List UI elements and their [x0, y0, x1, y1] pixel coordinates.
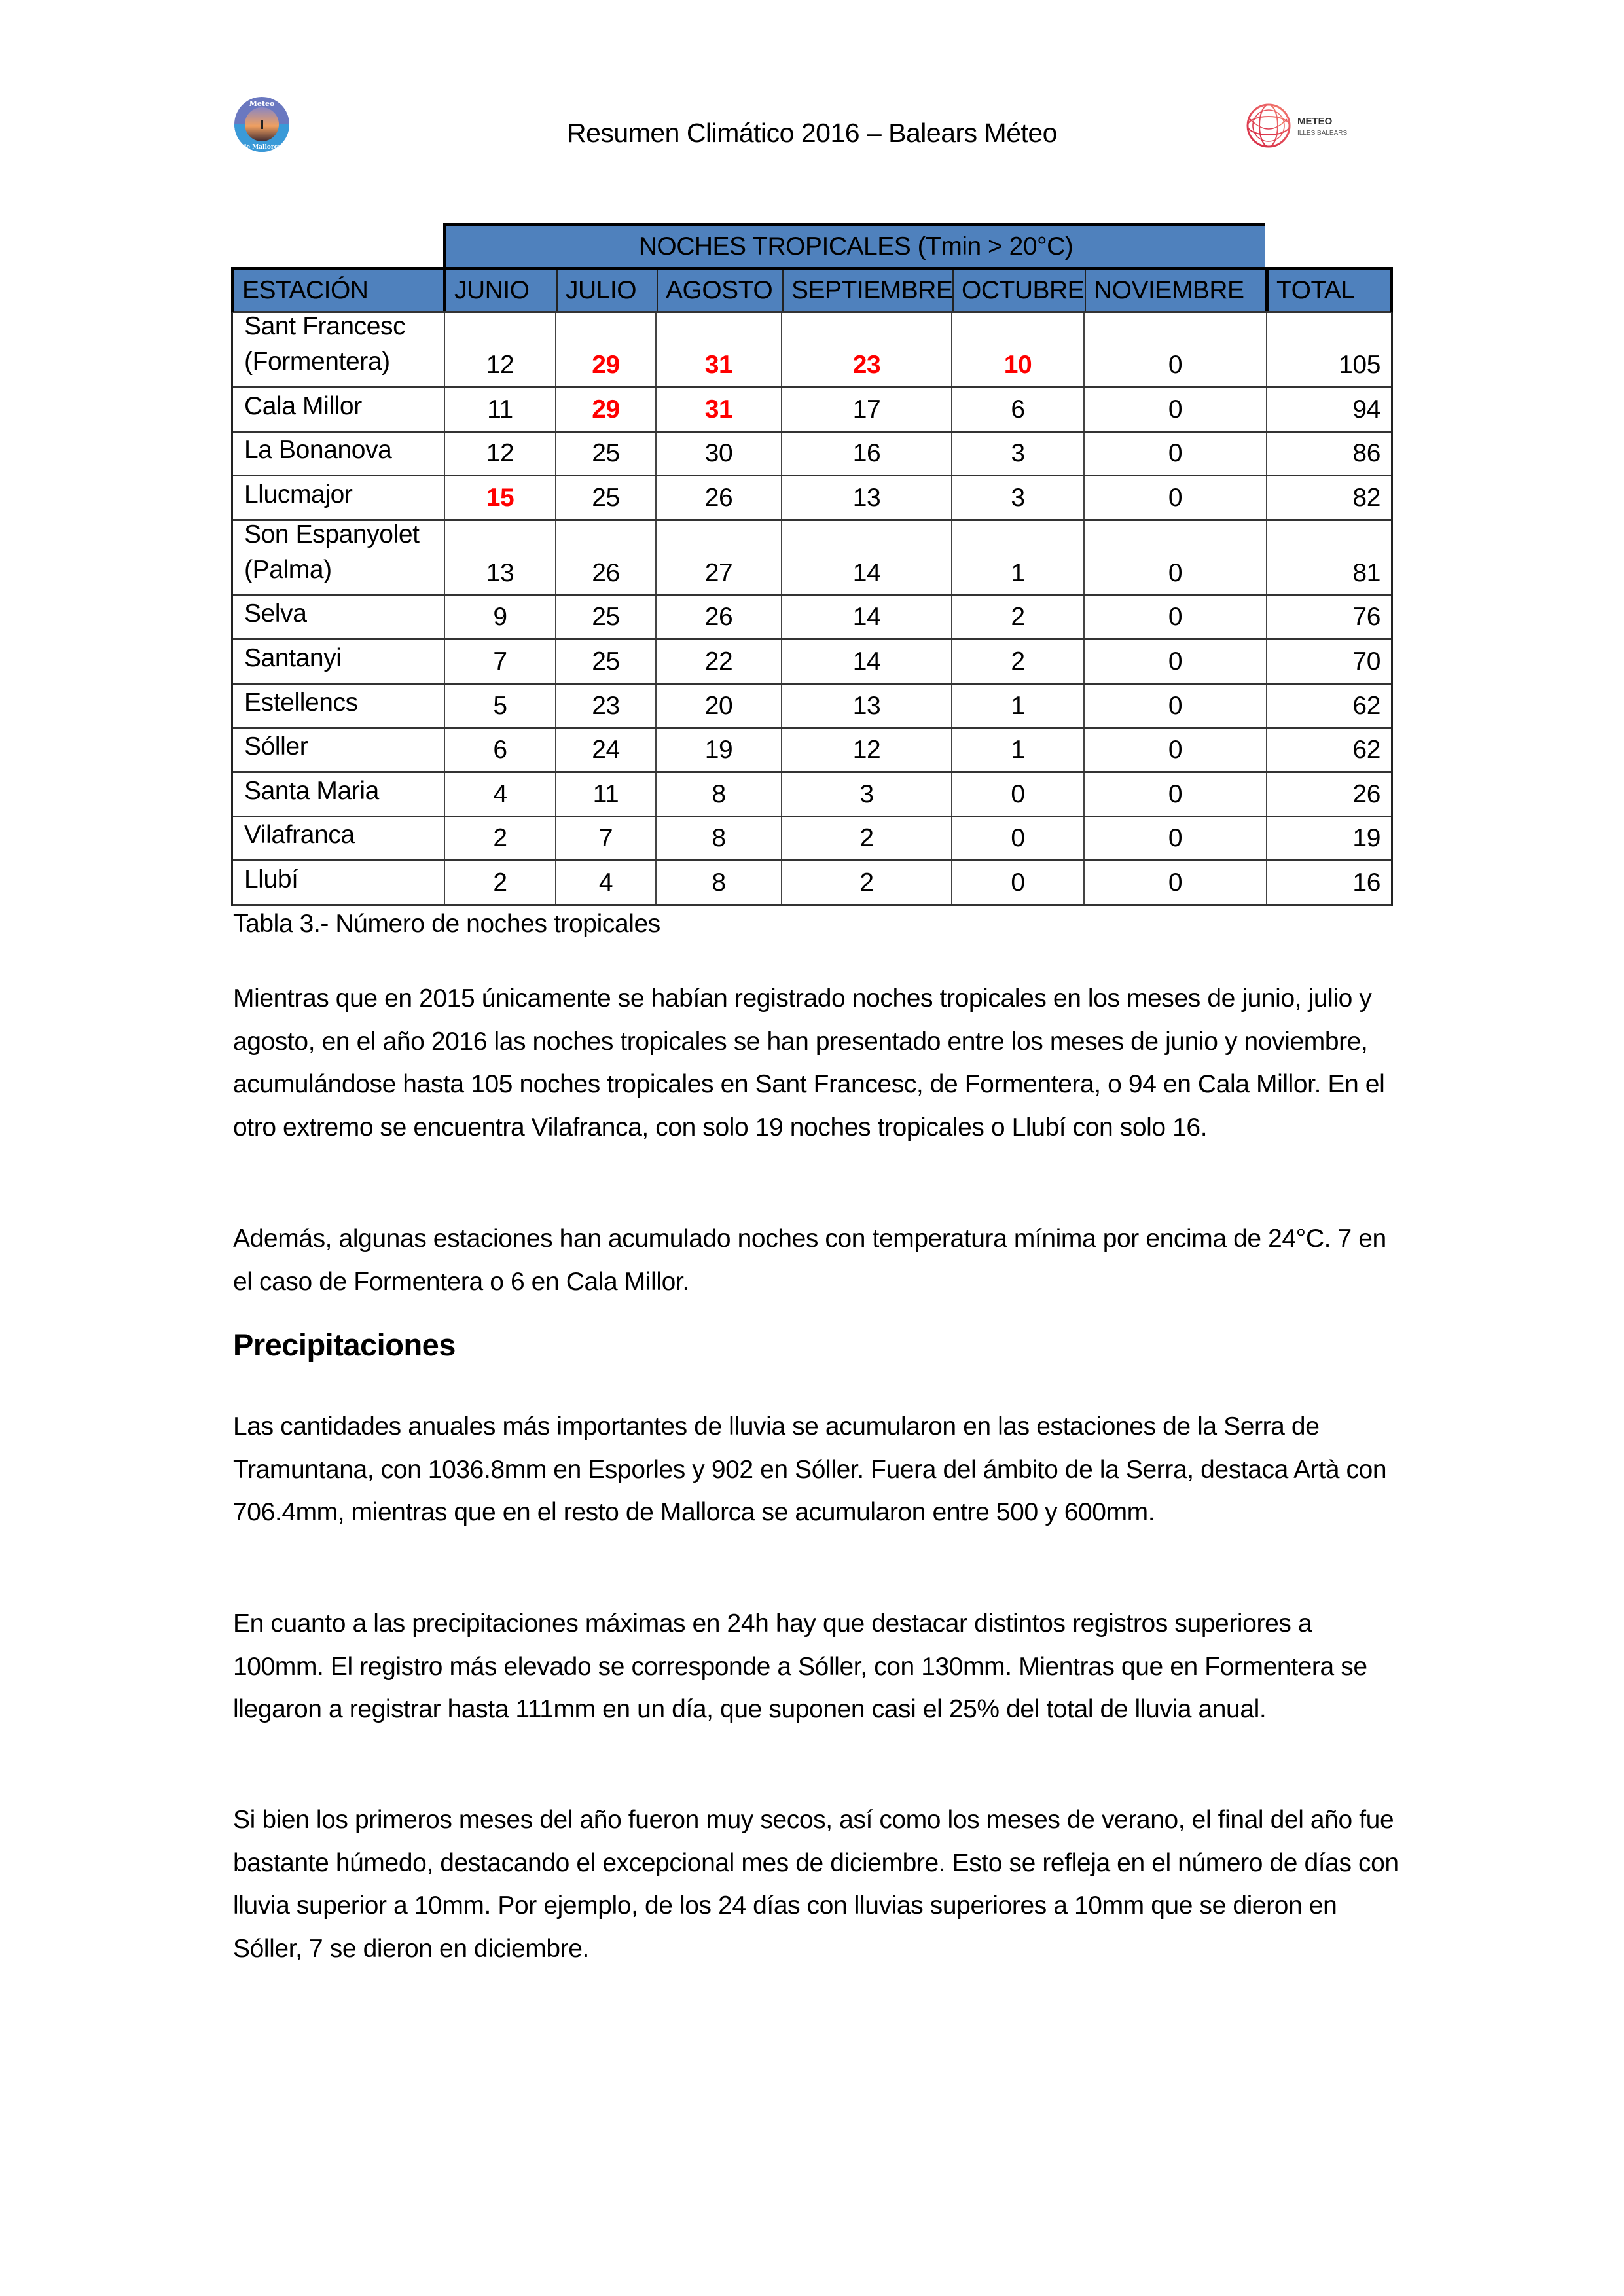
paragraph-nights-above-24: Además, algunas estaciones han acumulado noches con temperatura mínima por encima de 24°C. 7 en el caso de Formentera o 6 en Cala Millor. — [233, 1225, 1386, 1296]
value-cell-october: 2 — [952, 596, 1085, 639]
table-row — [233, 773, 1391, 817]
value-cell-october: 1 — [952, 729, 1085, 772]
value-cell-july: 25 — [556, 640, 657, 683]
value-cell-june: 7 — [445, 640, 556, 683]
station-name-cell — [233, 640, 445, 683]
table-row — [233, 521, 1391, 596]
value-cell-total: 16 — [1352, 868, 1380, 897]
station-name: (Palma) — [244, 555, 332, 584]
column-header-september: SEPTIEMBRE — [784, 270, 954, 311]
column-header-july: JULIO — [558, 270, 658, 311]
value-cell-november: 0 — [1085, 817, 1267, 860]
value-cell-october: 1 — [952, 521, 1085, 594]
table-row — [233, 640, 1391, 685]
table-header-row — [231, 267, 1393, 313]
station-name-cell — [233, 313, 445, 386]
table-row — [233, 729, 1391, 774]
logo-left-text-top: Meteo — [249, 99, 275, 108]
station-name: Cala Millor — [244, 391, 362, 420]
value-cell-november: 0 — [1085, 388, 1267, 431]
value-cell-august: 22 — [657, 640, 782, 683]
value-cell-total: 26 — [1352, 780, 1380, 808]
station-name-cell — [233, 861, 445, 904]
value-cell-july: 7 — [556, 817, 657, 860]
column-header-total: TOTAL — [1276, 276, 1355, 304]
station-name-cell — [233, 773, 445, 816]
value-cell-november: 0 — [1085, 433, 1267, 475]
value-cell-september: 13 — [782, 476, 952, 519]
table-row — [233, 313, 1391, 388]
value-cell-november: 0 — [1085, 729, 1267, 772]
station-name: Santa Maria — [244, 776, 379, 805]
value-cell-october: 10 — [952, 313, 1085, 386]
value-cell-june: 6 — [445, 729, 556, 772]
value-cell-september: 16 — [782, 433, 952, 475]
station-name-cell — [233, 433, 445, 475]
value-cell-august: 31 — [657, 388, 782, 431]
value-cell-total: 19 — [1352, 824, 1380, 853]
table-row — [233, 861, 1391, 906]
station-name: Estellencs — [244, 688, 358, 717]
value-cell-july: 11 — [556, 773, 657, 816]
station-name: Santanyi — [244, 643, 342, 672]
table-row — [233, 388, 1391, 433]
value-cell-september: 14 — [782, 521, 952, 594]
station-name-cell — [233, 388, 445, 431]
value-cell-september: 12 — [782, 729, 952, 772]
value-cell-june: 13 — [445, 521, 556, 594]
station-name: Sant Francesc — [244, 312, 406, 340]
station-name-cell — [233, 729, 445, 772]
value-cell-august: 20 — [657, 685, 782, 727]
station-name-cell — [233, 521, 445, 594]
value-cell-total: 76 — [1352, 603, 1380, 632]
column-header-november: NOVIEMBRE — [1086, 270, 1269, 311]
value-cell-june: 5 — [445, 685, 556, 727]
paragraph-rainy-days: Si bien los primeros meses del año fueron muy secos, así como los meses de verano, el final del año fue bastante húmedo, destacando el excepcional mes de diciembre. Esto se refleja en el número de días con lluvia superior a 10mm. Por ejemplo, de los 24 días con lluvias superiores a 10mm que se dieron en Sóller, 7 se dieron en diciembre. — [233, 1806, 1399, 1963]
station-name-cell — [233, 685, 445, 727]
value-cell-total: 62 — [1352, 691, 1380, 720]
value-cell-november: 0 — [1085, 861, 1267, 904]
page-header-title: Resumen Climático 2016 – Balears Méteo — [567, 118, 1057, 148]
table-body — [231, 313, 1393, 906]
value-cell-july: 4 — [556, 861, 657, 904]
value-cell-september: 17 — [782, 388, 952, 431]
value-cell-july: 26 — [556, 521, 657, 594]
table-row — [233, 596, 1391, 641]
value-cell-total: 94 — [1352, 395, 1380, 423]
table-row — [233, 476, 1391, 521]
station-name: Llucmajor — [244, 480, 353, 509]
value-cell-august: 19 — [657, 729, 782, 772]
value-cell-september: 14 — [782, 596, 952, 639]
column-header-october: OCTUBRE — [954, 270, 1086, 311]
column-header-june: JUNIO — [446, 270, 558, 311]
value-cell-june: 2 — [445, 861, 556, 904]
station-name: Llubí — [244, 865, 298, 893]
value-cell-october: 6 — [952, 388, 1085, 431]
section-title-precipitaciones: Precipitaciones — [233, 1327, 456, 1362]
value-cell-june: 12 — [445, 433, 556, 475]
value-cell-october: 0 — [952, 817, 1085, 860]
value-cell-october: 2 — [952, 640, 1085, 683]
value-cell-july: 25 — [556, 476, 657, 519]
value-cell-total: 81 — [1352, 558, 1380, 587]
column-header-station: ESTACIÓN — [234, 270, 446, 311]
station-name-cell — [233, 476, 445, 519]
table-caption: Tabla 3.- Número de noches tropicales — [233, 910, 660, 938]
station-name: (Formentera) — [244, 348, 390, 376]
value-cell-august: 31 — [657, 313, 782, 386]
meteo-illes-balears-logo-icon — [1244, 99, 1381, 152]
value-cell-june: 2 — [445, 817, 556, 860]
table-row — [233, 817, 1391, 862]
value-cell-june: 9 — [445, 596, 556, 639]
value-cell-august: 27 — [657, 521, 782, 594]
table-row — [233, 685, 1391, 729]
value-cell-october: 3 — [952, 476, 1085, 519]
station-name-cell — [233, 817, 445, 860]
value-cell-september: 3 — [782, 773, 952, 816]
paragraph-tropical-nights-summary: Mientras que en 2015 únicamente se habían registrado noches tropicales en los meses de junio, julio y agosto, en el año 2016 las noches tropicales se han presentado entre los meses de junio y noviembre, acumulándose hasta 105 noches tropicales en Sant Francesc, de Formentera, o 94 en Cala Millor. En el otro extremo se encuentra Vilafranca, con solo 19 noches tropicales o Llubí con solo 16. — [233, 984, 1385, 1141]
value-cell-july: 29 — [556, 388, 657, 431]
value-cell-september: 2 — [782, 817, 952, 860]
value-cell-june: 4 — [445, 773, 556, 816]
value-cell-july: 23 — [556, 685, 657, 727]
value-cell-july: 29 — [556, 313, 657, 386]
value-cell-total: 105 — [1339, 351, 1380, 379]
logo-right-text-bottom: ILLES BALEARS — [1297, 130, 1348, 137]
value-cell-july: 24 — [556, 729, 657, 772]
value-cell-june: 11 — [445, 388, 556, 431]
value-cell-november: 0 — [1085, 313, 1267, 386]
value-cell-august: 26 — [657, 596, 782, 639]
value-cell-july: 25 — [556, 596, 657, 639]
value-cell-november: 0 — [1085, 596, 1267, 639]
table-row — [233, 433, 1391, 477]
station-name: Selva — [244, 600, 307, 628]
value-cell-july: 25 — [556, 433, 657, 475]
station-name: Son Espanyolet — [244, 520, 420, 548]
paragraph-max-24h-rainfall: En cuanto a las precipitaciones máximas en 24h hay que destacar distintos registros superiores a 100mm. El registro más elevado se corresponde a Sóller, con 130mm. Mientras que en Formentera se llegaron a registrar hasta 111mm en un día, que suponen casi el 25% del total de lluvia anual. — [233, 1609, 1367, 1723]
logo-right-text-top: METEO — [1297, 116, 1333, 127]
column-header-august: AGOSTO — [658, 270, 784, 311]
value-cell-october: 0 — [952, 773, 1085, 816]
value-cell-total: 62 — [1352, 736, 1380, 764]
value-cell-november: 0 — [1085, 685, 1267, 727]
value-cell-august: 30 — [657, 433, 782, 475]
value-cell-august: 8 — [657, 817, 782, 860]
value-cell-october: 1 — [952, 685, 1085, 727]
station-name: Vilafranca — [244, 821, 355, 850]
value-cell-november: 0 — [1085, 640, 1267, 683]
station-name: La Bonanova — [244, 436, 392, 465]
value-cell-june: 15 — [445, 476, 556, 519]
value-cell-november: 0 — [1085, 521, 1267, 594]
value-cell-august: 8 — [657, 773, 782, 816]
value-cell-october: 0 — [952, 861, 1085, 904]
value-cell-september: 2 — [782, 861, 952, 904]
value-cell-total: 82 — [1352, 483, 1380, 512]
value-cell-october: 3 — [952, 433, 1085, 475]
value-cell-september: 13 — [782, 685, 952, 727]
station-name: Sóller — [244, 732, 308, 761]
logo-left-text-bottom: de Mallorca — [242, 144, 281, 151]
value-cell-total: 86 — [1352, 439, 1380, 468]
value-cell-june: 12 — [445, 313, 556, 386]
table-super-header: NOCHES TROPICALES (Tmin > 20°C) — [443, 223, 1265, 267]
value-cell-september: 23 — [782, 313, 952, 386]
value-cell-total: 70 — [1352, 647, 1380, 675]
value-cell-september: 14 — [782, 640, 952, 683]
value-cell-november: 0 — [1085, 476, 1267, 519]
value-cell-august: 8 — [657, 861, 782, 904]
paragraph-annual-rainfall: Las cantidades anuales más importantes de lluvia se acumularon en las estaciones de la Serra de Tramuntana, con 1036.8mm en Esporles y 902 en Sóller. Fuera del ámbito de la Serra, destaca Artà con 706.4mm, mientras que en el resto de Mallorca se acumularon entre 500 y 600mm. — [233, 1412, 1387, 1526]
station-name-cell — [233, 596, 445, 639]
value-cell-august: 26 — [657, 476, 782, 519]
value-cell-november: 0 — [1085, 773, 1267, 816]
